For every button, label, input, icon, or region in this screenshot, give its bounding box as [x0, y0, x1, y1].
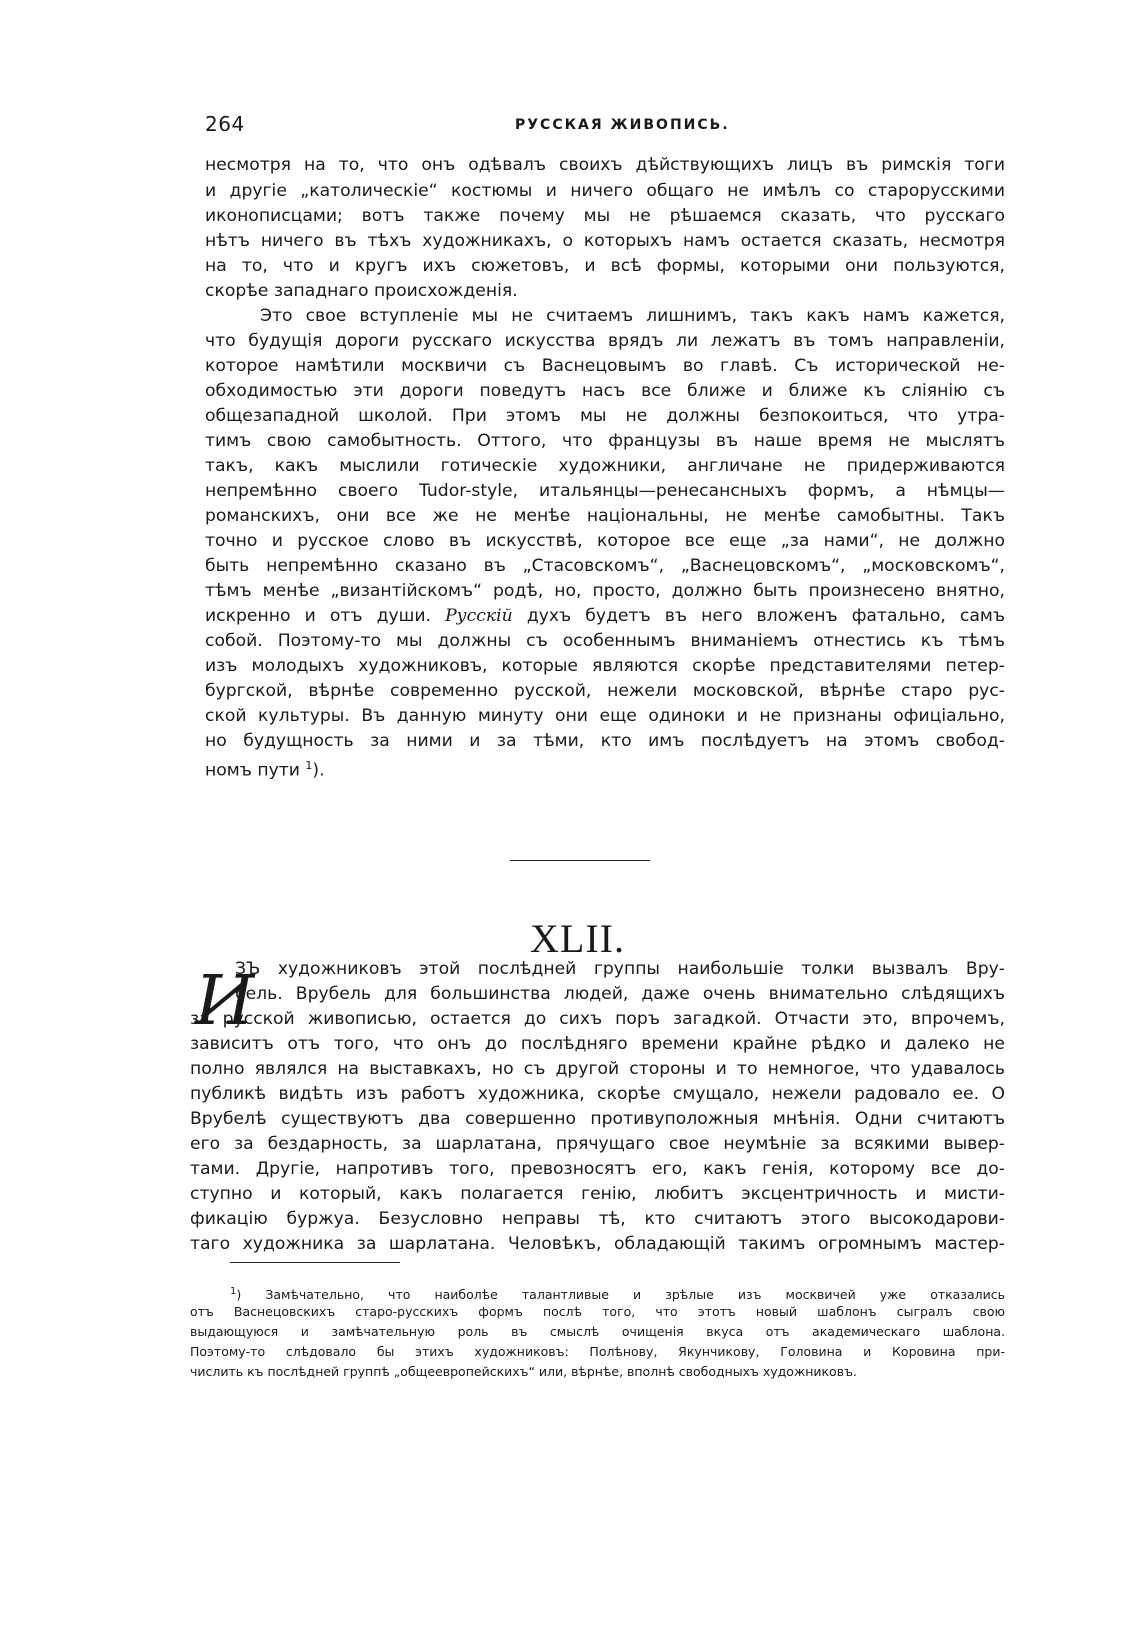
text-line: на то, что и кругъ ихъ сюжетовъ, и всѣ формы, которыми они пользуются,	[205, 256, 1005, 276]
text-line: тами. Другіе, напротивъ того, превозносятъ его, какъ генія, которому все до-	[190, 1159, 1005, 1179]
text-line: его за бездарность, за шарлатана, прячущаго свое неумѣніе за всякими вывер-	[190, 1134, 1005, 1154]
text-line: полно являлся на выставкахъ, но съ другой стороны и то немногое, что удавалось	[190, 1059, 1005, 1079]
footnote-reference[interactable]: 1	[305, 759, 313, 772]
text-line: тимъ свою самобытность. Оттого, что французы въ наше время не мыслятъ	[205, 431, 1005, 451]
text-line: публикѣ видѣть изъ работъ художника, скорѣе смущало, нежели радовало ее. О	[190, 1084, 1005, 1104]
text-line: но будущность за ними и за тѣми, кто имъ послѣдуетъ на этомъ свобод-	[205, 731, 1005, 751]
footnote-line	[230, 1283, 1005, 1304]
text-segment: ).	[312, 760, 325, 781]
text-line: Врубелѣ существуютъ два совершенно противуположныя мнѣнія. Одни считаютъ	[190, 1109, 1005, 1129]
text-line: что будущія дороги русскаго искусства врядъ ли лежатъ въ томъ направленіи,	[205, 331, 1005, 351]
text-line: общезападной школой. При этомъ мы не должны безпокоиться, что утра-	[205, 406, 1005, 426]
text-line	[205, 603, 1005, 629]
drop-cap: И	[195, 962, 255, 1041]
text-line: зависитъ отъ того, что онъ до послѣдняго времени крайне рѣдко и далеко не	[190, 1034, 1005, 1054]
text-line: за русской живописью, остается до сихъ поръ загадкой. Отчасти это, впрочемъ,	[190, 1009, 1005, 1029]
footnote-rule	[230, 1262, 400, 1263]
text-line: точно и русское слово въ искусствѣ, которое все еще „за нами“, не должно	[205, 531, 1005, 551]
text-segment: ) Замѣчательно, что наиболѣе талантливые и зрѣлые изъ москвичей уже отказались	[236, 1287, 1005, 1303]
footnote-mark: 1	[230, 1286, 237, 1297]
text-line: обходимостью эти дороги поведутъ насъ все ближе и ближе къ сліянію съ	[205, 381, 1005, 401]
text-line: изъ молодыхъ художниковъ, которые являются скорѣе представителями петер-	[205, 656, 1005, 676]
text-line: таго художника за шарлатана. Человѣкъ, обладающій такимъ огромнымъ мастер-	[190, 1234, 1005, 1254]
text-line: бель. Врубель для большинства людей, даже очень внимательно слѣдящихъ	[235, 984, 1005, 1004]
text-line: иконописцами; вотъ также почему мы не рѣшаемся сказать, что русскаго	[205, 206, 1005, 226]
footnote-line: отъ Васнецовскихъ старо-русскихъ формъ послѣ того, что этотъ новый шаблонъ сыгралъ свою	[190, 1304, 1005, 1319]
page-number: 264	[205, 112, 245, 136]
text-line: фикацію буржуа. Безусловно неправы тѣ, кто считаютъ этого высокодарови-	[190, 1209, 1005, 1229]
text-line: ЗЪ художниковъ этой послѣдней группы наибольшіе толки вызвалъ Вру-	[235, 959, 1005, 979]
text-line	[205, 753, 1005, 784]
text-line: бургской, вѣрнѣе современно русской, нежели московской, вѣрнѣе старо рус-	[205, 681, 1005, 701]
text-line: непремѣнно своего Tudor-style, итальянцы—ренесансныхъ формъ, а нѣмцы—	[205, 481, 1005, 501]
chapter-title: XLII.	[530, 916, 625, 961]
text-line: несмотря на то, что онъ одѣвалъ своихъ дѣйствующихъ лицъ въ римскія тоги	[205, 155, 1005, 175]
text-line: и другіе „католическіе“ костюмы и ничего общаго не имѣлъ со старорусскими	[205, 181, 1005, 201]
text-line: романскихъ, они все же не менѣе національны, не менѣе самобытны. Такъ	[205, 506, 1005, 526]
text-line: быть непремѣнно сказано въ „Стасовскомъ“, „Васнецовскомъ“, „московскомъ“,	[205, 556, 1005, 576]
text-line: собой. Поэтому-то мы должны съ особеннымъ вниманіемъ отнестись къ тѣмъ	[205, 631, 1005, 651]
text-line: ской культуры. Въ данную минуту они еще одиноки и не признаны офиціально,	[205, 706, 1005, 726]
text-line: ступно и который, какъ полагается генію, любитъ эксцентричность и мисти-	[190, 1184, 1005, 1204]
footnote-line: числить къ послѣдней группѣ „общеевропейскихъ“ или, вѣрнѣе, вполнѣ свободныхъ художниковъ.	[190, 1364, 857, 1379]
footnote-line: выдающуюся и замѣчательную роль въ смыслѣ очищенія вкуса отъ академическаго шаблона.	[190, 1324, 1005, 1339]
text-segment: номъ пути	[205, 760, 300, 781]
text-line: Это свое вступленіе мы не считаемъ лишнимъ, такъ какъ намъ кажется,	[260, 306, 1005, 326]
section-divider	[510, 860, 650, 861]
running-head: РУССКАЯ ЖИВОПИСЬ.	[515, 117, 730, 133]
footnote-line: Поэтому-то слѣдовало бы этихъ художниковъ: Полѣнову, Якунчикову, Головина и Коровина при-	[190, 1344, 1005, 1359]
text-line: нѣтъ ничего въ тѣхъ художникахъ, о которыхъ намъ остается сказать, несмотря	[205, 231, 1005, 251]
text-line: которое намѣтили москвичи съ Васнецовымъ во главѣ. Съ исторической не-	[205, 356, 1005, 376]
page-header	[205, 112, 1010, 142]
text-line: такъ, какъ мыслили готическіе художники, англичане не придерживаются	[205, 456, 1005, 476]
text-line: тѣмъ менѣе „византійскомъ“ родѣ, но, просто, должно быть произнесено внятно,	[205, 581, 1005, 601]
italic-word: Русскій	[445, 606, 513, 626]
text-segment: искренно и отъ души.	[205, 606, 431, 626]
text-segment: духъ будетъ въ него вложенъ фатально, самъ	[526, 606, 1005, 626]
text-line: скорѣе западнаго происхожденія.	[205, 281, 518, 301]
